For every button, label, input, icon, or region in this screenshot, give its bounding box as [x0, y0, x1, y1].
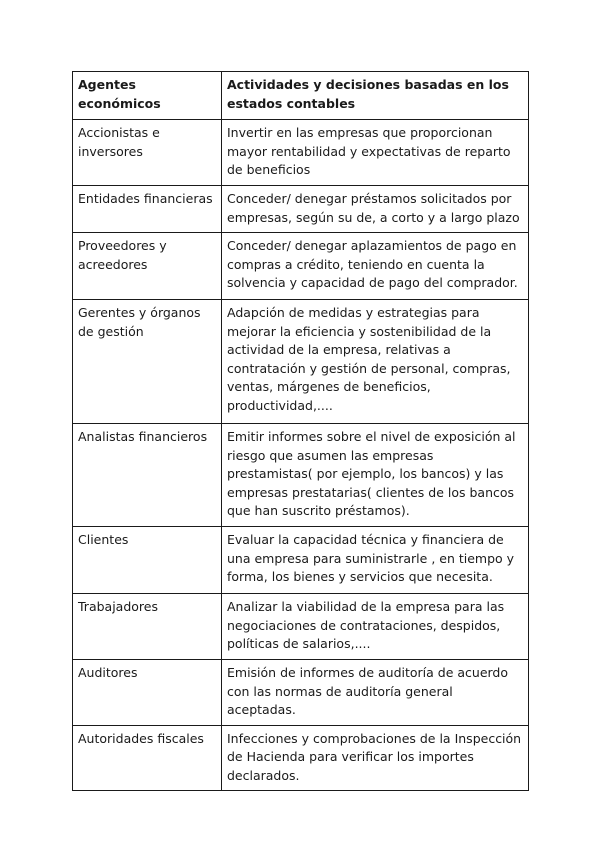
activity-cell: Emitir informes sobre el nivel de exposición al riesgo que asumen las empresas prestamistas( por ejemplo, los bancos) y las empresas prestatarias( clientes de los bancos que han suscrito préstamos).: [222, 424, 529, 527]
agents-table: [72, 71, 529, 791]
activity-cell: Evaluar la capacidad técnica y financiera de una empresa para suministrarle , en tiempo y forma, los bienes y servicios que necesita.: [222, 527, 529, 594]
table-row: [73, 186, 529, 233]
agent-cell: Autoridades fiscales: [73, 725, 222, 791]
agent-cell: Auditores: [73, 660, 222, 726]
header-activities: Actividades y decisiones basadas en los estados contables: [222, 72, 529, 120]
agent-cell: Proveedores y acreedores: [73, 233, 222, 300]
activity-cell: Conceder/ denegar préstamos solicitados por empresas, según su de, a corto y a largo plazo: [222, 186, 529, 233]
table-row: [73, 725, 529, 791]
agent-cell: Gerentes y órganos de gestión: [73, 300, 222, 424]
agent-cell: Trabajadores: [73, 594, 222, 660]
table-row: [73, 527, 529, 594]
table-row: [73, 233, 529, 300]
table-header-row: [73, 72, 529, 120]
agent-cell: Accionistas e inversores: [73, 120, 222, 186]
agent-cell: Analistas financieros: [73, 424, 222, 527]
activity-cell: Conceder/ denegar aplazamientos de pago en compras a crédito, teniendo en cuenta la solvencia y capacidad de pago del comprador.: [222, 233, 529, 300]
activity-cell: Invertir en las empresas que proporcionan mayor rentabilidad y expectativas de reparto de beneficios: [222, 120, 529, 186]
header-agents: Agentes económicos: [73, 72, 222, 120]
activity-cell: Infecciones y comprobaciones de la Inspección de Hacienda para verificar los importes declarados.: [222, 725, 529, 791]
activity-cell: Adapción de medidas y estrategias para mejorar la eficiencia y sostenibilidad de la actividad de la empresa, relativas a contratación y gestión de personal, compras, ventas, márgenes de beneficios, productividad,....: [222, 300, 529, 424]
table-row: [73, 300, 529, 424]
agent-cell: Clientes: [73, 527, 222, 594]
activity-cell: Emisión de informes de auditoría de acuerdo con las normas de auditoría general aceptadas.: [222, 660, 529, 726]
table-row: [73, 120, 529, 186]
table-row: [73, 424, 529, 527]
activity-cell: Analizar la viabilidad de la empresa para las negociaciones de contrataciones, despidos, políticas de salarios,....: [222, 594, 529, 660]
agent-cell: Entidades financieras: [73, 186, 222, 233]
table-row: [73, 660, 529, 726]
table-row: [73, 594, 529, 660]
